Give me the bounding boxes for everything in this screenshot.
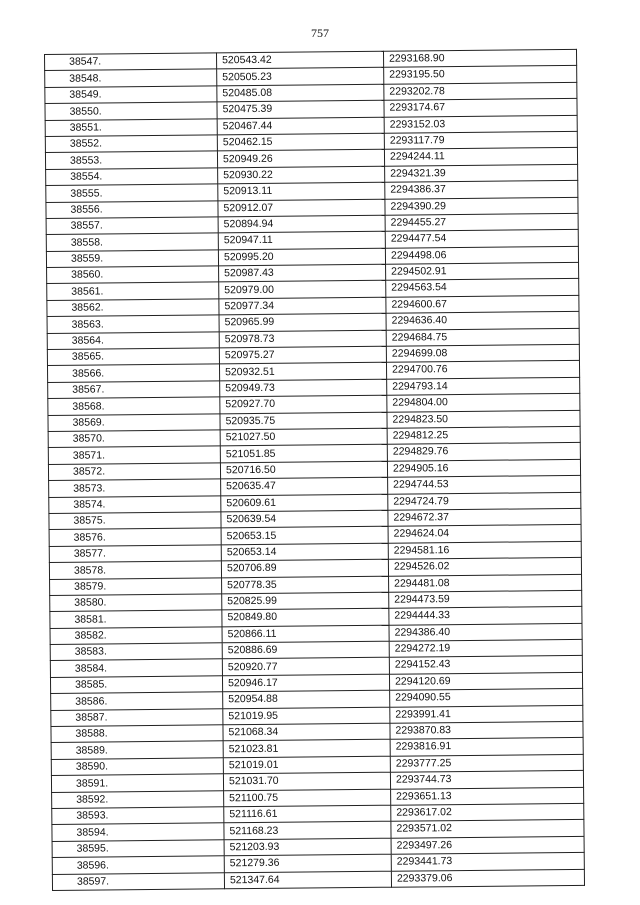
x-coordinate-cell: 520927.70 bbox=[220, 395, 387, 413]
point-id-cell: 38572. bbox=[48, 463, 220, 481]
point-id-cell: 38577. bbox=[49, 545, 221, 563]
y-coordinate-cell: 2294829.76 bbox=[387, 443, 580, 461]
x-coordinate-cell: 520946.17 bbox=[222, 674, 389, 692]
y-coordinate-cell: 2294812.25 bbox=[387, 426, 580, 444]
point-id-cell: 38556. bbox=[46, 200, 218, 218]
point-id-cell: 38560. bbox=[47, 266, 219, 284]
x-coordinate-cell: 520975.27 bbox=[219, 346, 386, 364]
coordinates-table bbox=[44, 49, 585, 891]
x-coordinate-cell: 520462.15 bbox=[217, 133, 384, 151]
point-id-cell: 38559. bbox=[46, 250, 218, 268]
point-id-cell: 38594. bbox=[52, 823, 224, 841]
point-id-cell: 38581. bbox=[50, 610, 222, 628]
x-coordinate-cell: 521068.34 bbox=[223, 723, 390, 741]
x-coordinate-cell: 520505.23 bbox=[217, 68, 384, 86]
x-coordinate-cell: 520932.51 bbox=[219, 363, 386, 381]
point-id-cell: 38590. bbox=[51, 758, 223, 776]
point-id-cell: 38574. bbox=[49, 495, 221, 513]
y-coordinate-cell: 2294120.69 bbox=[389, 672, 582, 690]
y-coordinate-cell: 2293816.91 bbox=[390, 738, 583, 756]
y-coordinate-cell: 2294793.14 bbox=[387, 377, 580, 395]
y-coordinate-cell: 2294526.02 bbox=[388, 557, 581, 575]
x-coordinate-cell: 520935.75 bbox=[220, 412, 387, 430]
point-id-cell: 38573. bbox=[49, 479, 221, 497]
point-id-cell: 38558. bbox=[46, 233, 218, 251]
x-coordinate-cell: 521051.85 bbox=[220, 445, 387, 463]
y-coordinate-cell: 2294724.79 bbox=[388, 492, 581, 510]
point-id-cell: 38578. bbox=[49, 561, 221, 579]
y-coordinate-cell: 2294823.50 bbox=[387, 410, 580, 428]
point-id-cell: 38565. bbox=[47, 348, 219, 366]
point-id-cell: 38586. bbox=[51, 692, 223, 710]
x-coordinate-cell: 520920.77 bbox=[222, 658, 389, 676]
point-id-cell: 38566. bbox=[47, 364, 219, 382]
x-coordinate-cell: 520706.89 bbox=[221, 559, 388, 577]
point-id-cell: 38593. bbox=[52, 807, 224, 825]
y-coordinate-cell: 2294744.53 bbox=[388, 476, 581, 494]
point-id-cell: 38548. bbox=[45, 69, 217, 87]
point-id-cell: 38597. bbox=[52, 872, 224, 890]
x-coordinate-cell: 520609.61 bbox=[221, 494, 388, 512]
x-coordinate-cell: 520949.73 bbox=[220, 379, 387, 397]
x-coordinate-cell: 521100.75 bbox=[224, 789, 391, 807]
x-coordinate-cell: 521116.61 bbox=[224, 805, 391, 823]
y-coordinate-cell: 2294498.06 bbox=[385, 246, 578, 264]
point-id-cell: 38550. bbox=[45, 102, 217, 120]
y-coordinate-cell: 2293497.26 bbox=[391, 836, 584, 854]
y-coordinate-cell: 2293117.79 bbox=[384, 131, 577, 149]
y-coordinate-cell: 2294700.76 bbox=[386, 361, 579, 379]
x-coordinate-cell: 520965.99 bbox=[219, 313, 386, 331]
point-id-cell: 38567. bbox=[48, 381, 220, 399]
point-id-cell: 38576. bbox=[49, 528, 221, 546]
y-coordinate-cell: 2294699.08 bbox=[386, 344, 579, 362]
x-coordinate-cell: 520716.50 bbox=[220, 461, 387, 479]
x-coordinate-cell: 520949.26 bbox=[217, 150, 384, 168]
point-id-cell: 38561. bbox=[47, 282, 219, 300]
y-coordinate-cell: 2293571.02 bbox=[391, 820, 584, 838]
coordinates-table-body bbox=[45, 49, 585, 890]
point-id-cell: 38554. bbox=[46, 168, 218, 186]
y-coordinate-cell: 2293195.50 bbox=[384, 66, 577, 84]
y-coordinate-cell: 2294624.04 bbox=[388, 525, 581, 543]
point-id-cell: 38571. bbox=[48, 446, 220, 464]
y-coordinate-cell: 2293441.73 bbox=[391, 852, 584, 870]
x-coordinate-cell: 520467.44 bbox=[217, 117, 384, 135]
y-coordinate-cell: 2293379.06 bbox=[391, 869, 584, 887]
point-id-cell: 38580. bbox=[50, 594, 222, 612]
point-id-cell: 38557. bbox=[46, 217, 218, 235]
point-id-cell: 38579. bbox=[50, 577, 222, 595]
point-id-cell: 38595. bbox=[52, 840, 224, 858]
y-coordinate-cell: 2294804.00 bbox=[387, 394, 580, 412]
x-coordinate-cell: 521031.70 bbox=[223, 772, 390, 790]
point-id-cell: 38552. bbox=[45, 135, 217, 153]
x-coordinate-cell: 520978.73 bbox=[219, 330, 386, 348]
y-coordinate-cell: 2294684.75 bbox=[386, 328, 579, 346]
point-id-cell: 38553. bbox=[45, 151, 217, 169]
point-id-cell: 38583. bbox=[50, 643, 222, 661]
y-coordinate-cell: 2293744.73 bbox=[390, 771, 583, 789]
x-coordinate-cell: 520639.54 bbox=[221, 510, 388, 528]
y-coordinate-cell: 2293617.02 bbox=[391, 803, 584, 821]
x-coordinate-cell: 520635.47 bbox=[221, 477, 388, 495]
y-coordinate-cell: 2294473.59 bbox=[389, 590, 582, 608]
point-id-cell: 38564. bbox=[47, 331, 219, 349]
y-coordinate-cell: 2294386.37 bbox=[385, 181, 578, 199]
x-coordinate-cell: 521168.23 bbox=[224, 822, 391, 840]
x-coordinate-cell: 520825.99 bbox=[222, 592, 389, 610]
x-coordinate-cell: 520886.69 bbox=[222, 641, 389, 659]
y-coordinate-cell: 2294481.08 bbox=[389, 574, 582, 592]
point-id-cell: 38555. bbox=[46, 184, 218, 202]
x-coordinate-cell: 521019.95 bbox=[223, 707, 390, 725]
point-id-cell: 38568. bbox=[48, 397, 220, 415]
y-coordinate-cell: 2294672.37 bbox=[388, 508, 581, 526]
y-coordinate-cell: 2294502.91 bbox=[386, 262, 579, 280]
y-coordinate-cell: 2293651.13 bbox=[391, 787, 584, 805]
x-coordinate-cell: 520977.34 bbox=[219, 297, 386, 315]
x-coordinate-cell: 521027.50 bbox=[220, 428, 387, 446]
x-coordinate-cell: 520947.11 bbox=[218, 232, 385, 250]
x-coordinate-cell: 520475.39 bbox=[217, 100, 384, 118]
y-coordinate-cell: 2294600.67 bbox=[386, 295, 579, 313]
point-id-cell: 38591. bbox=[51, 774, 223, 792]
x-coordinate-cell: 520979.00 bbox=[219, 281, 386, 299]
y-coordinate-cell: 2293168.90 bbox=[383, 49, 576, 67]
x-coordinate-cell: 521279.36 bbox=[224, 854, 391, 872]
y-coordinate-cell: 2294477.54 bbox=[385, 230, 578, 248]
y-coordinate-cell: 2294272.19 bbox=[389, 639, 582, 657]
y-coordinate-cell: 2294244.11 bbox=[384, 148, 577, 166]
y-coordinate-cell: 2293870.83 bbox=[390, 721, 583, 739]
page-number: 757 bbox=[311, 26, 329, 40]
x-coordinate-cell: 520653.15 bbox=[221, 527, 388, 545]
x-coordinate-cell: 520954.88 bbox=[223, 690, 390, 708]
point-id-cell: 38584. bbox=[50, 659, 222, 677]
point-id-cell: 38563. bbox=[47, 315, 219, 333]
x-coordinate-cell: 520912.07 bbox=[218, 199, 385, 217]
y-coordinate-cell: 2294321.39 bbox=[385, 164, 578, 182]
point-id-cell: 38582. bbox=[50, 626, 222, 644]
point-id-cell: 38589. bbox=[51, 741, 223, 759]
x-coordinate-cell: 521019.01 bbox=[223, 756, 390, 774]
y-coordinate-cell: 2293202.78 bbox=[384, 82, 577, 100]
y-coordinate-cell: 2294386.40 bbox=[389, 623, 582, 641]
point-id-cell: 38588. bbox=[51, 725, 223, 743]
x-coordinate-cell: 520894.94 bbox=[218, 215, 385, 233]
x-coordinate-cell: 521023.81 bbox=[223, 740, 390, 758]
y-coordinate-cell: 2293174.67 bbox=[384, 99, 577, 117]
point-id-cell: 38585. bbox=[50, 676, 222, 694]
y-coordinate-cell: 2294905.16 bbox=[387, 459, 580, 477]
x-coordinate-cell: 521347.64 bbox=[224, 871, 391, 889]
point-id-cell: 38569. bbox=[48, 413, 220, 431]
x-coordinate-cell: 520485.08 bbox=[217, 84, 384, 102]
point-id-cell: 38575. bbox=[49, 512, 221, 530]
point-id-cell: 38587. bbox=[51, 708, 223, 726]
y-coordinate-cell: 2294090.55 bbox=[390, 689, 583, 707]
point-id-cell: 38551. bbox=[45, 118, 217, 136]
x-coordinate-cell: 520778.35 bbox=[222, 576, 389, 594]
y-coordinate-cell: 2294444.33 bbox=[389, 607, 582, 625]
x-coordinate-cell: 520930.22 bbox=[218, 166, 385, 184]
y-coordinate-cell: 2294455.27 bbox=[385, 213, 578, 231]
point-id-cell: 38547. bbox=[45, 53, 217, 71]
x-coordinate-cell: 520653.14 bbox=[221, 543, 388, 561]
y-coordinate-cell: 2294152.43 bbox=[389, 656, 582, 674]
y-coordinate-cell: 2294581.16 bbox=[388, 541, 581, 559]
y-coordinate-cell: 2293777.25 bbox=[390, 754, 583, 772]
y-coordinate-cell: 2294390.29 bbox=[385, 197, 578, 215]
x-coordinate-cell: 520913.11 bbox=[218, 182, 385, 200]
point-id-cell: 38570. bbox=[48, 430, 220, 448]
x-coordinate-cell: 520987.43 bbox=[219, 264, 386, 282]
point-id-cell: 38549. bbox=[45, 86, 217, 104]
y-coordinate-cell: 2294563.54 bbox=[386, 279, 579, 297]
y-coordinate-cell: 2293152.03 bbox=[384, 115, 577, 133]
x-coordinate-cell: 520849.80 bbox=[222, 608, 389, 626]
coordinates-table-container bbox=[44, 49, 584, 891]
y-coordinate-cell: 2294636.40 bbox=[386, 312, 579, 330]
y-coordinate-cell: 2293991.41 bbox=[390, 705, 583, 723]
x-coordinate-cell: 520995.20 bbox=[218, 248, 385, 266]
x-coordinate-cell: 520543.42 bbox=[216, 51, 383, 69]
x-coordinate-cell: 520866.11 bbox=[222, 625, 389, 643]
point-id-cell: 38596. bbox=[52, 856, 224, 874]
point-id-cell: 38592. bbox=[52, 790, 224, 808]
x-coordinate-cell: 521203.93 bbox=[224, 838, 391, 856]
point-id-cell: 38562. bbox=[47, 299, 219, 317]
